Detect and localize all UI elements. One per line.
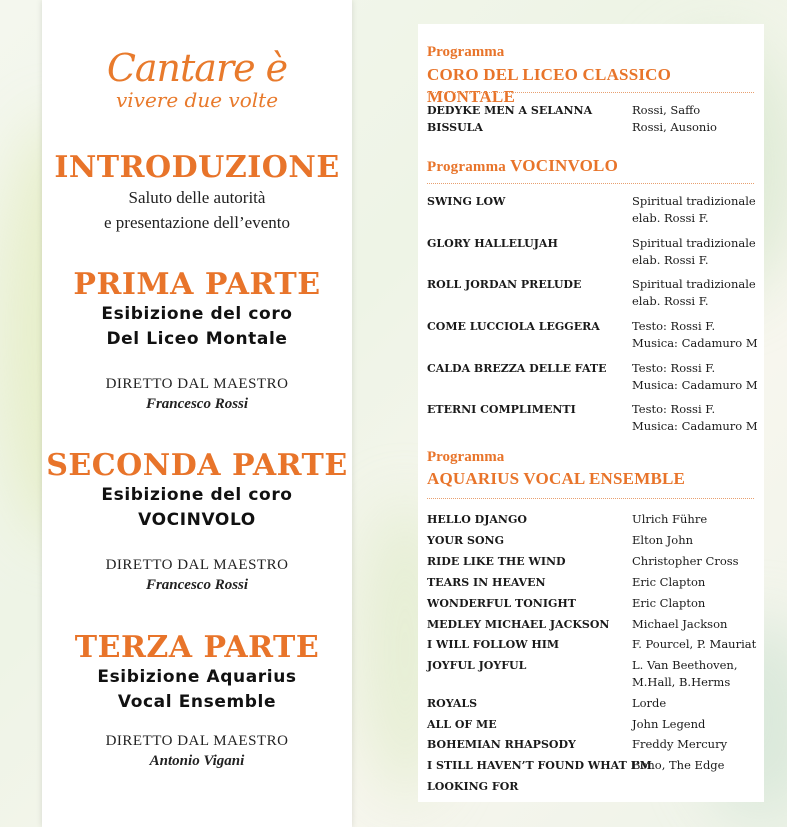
song-title: ALL OF ME bbox=[427, 718, 497, 731]
song-title: MEDLEY MICHAEL JACKSON bbox=[427, 618, 610, 631]
part3-section bbox=[42, 631, 352, 771]
song-author: F. Pourcel, P. Mauriat bbox=[632, 637, 757, 651]
song-title: COME LUCCIOLA LEGGERA bbox=[427, 320, 600, 333]
prog2-label: Programma bbox=[427, 159, 506, 175]
part1-line-2: Del Liceo Montale bbox=[106, 329, 288, 349]
song-author: Christopher Cross bbox=[632, 554, 739, 568]
part2-section bbox=[42, 449, 352, 595]
song-author: Freddy Mercury bbox=[632, 737, 728, 751]
part3-director-name: Antonio Vigani bbox=[149, 753, 245, 769]
song-title: BISSULA bbox=[427, 121, 483, 134]
program-panel bbox=[418, 24, 764, 802]
song-title: HELLO DJANGO bbox=[427, 513, 527, 526]
part1-director-label: DIRETTO DAL MAESTRO bbox=[105, 376, 289, 392]
event-title: Cantare è bbox=[106, 46, 288, 90]
song-author: Eric Clapton bbox=[632, 596, 706, 610]
song-author: Rossi, Ausonio bbox=[632, 120, 717, 134]
part3-line-1: Esibizione Aquarius bbox=[97, 667, 297, 687]
prog3-divider bbox=[427, 498, 754, 499]
song-title: I WILL FOLLOW HIM bbox=[427, 638, 560, 651]
event-subtitle: vivere due volte bbox=[115, 88, 279, 112]
part3-heading: TERZA PARTE bbox=[74, 630, 320, 665]
left-panel bbox=[42, 0, 352, 827]
song-title: TEARS IN HEAVEN bbox=[427, 576, 546, 589]
part1-section bbox=[42, 268, 352, 414]
intro-heading: INTRODUZIONE bbox=[54, 150, 340, 185]
song-title: ROYALS bbox=[427, 697, 478, 710]
song-title: JOYFUL JOYFUL bbox=[427, 659, 527, 672]
prog2-name: VOCINVOLO bbox=[510, 156, 619, 175]
song-author: Eric Clapton bbox=[632, 575, 706, 589]
song-title: GLORY HALLELUJAH bbox=[427, 237, 558, 250]
song-author: Spiritual tradizionale elab. Rossi F. bbox=[632, 236, 756, 267]
prog1-label: Programma bbox=[427, 44, 505, 60]
song-title: I STILL HAVEN’T FOUND WHAT I’M bbox=[427, 759, 652, 772]
song-author: Testo: Rossi F. Musica: Cadamuro M bbox=[632, 402, 758, 433]
song-author: L. Van Beethoven, M.Hall, B.Herms bbox=[632, 658, 738, 689]
song-author: Testo: Rossi F. Musica: Cadamuro M bbox=[632, 361, 758, 392]
song-title: ETERNI COMPLIMENTI bbox=[427, 403, 576, 416]
intro-section bbox=[42, 151, 352, 235]
intro-line-1: Saluto delle autorità bbox=[128, 188, 266, 207]
song-author: Lorde bbox=[632, 696, 667, 710]
part3-director-label: DIRETTO DAL MAESTRO bbox=[105, 733, 289, 749]
song-author: Testo: Rossi F. Musica: Cadamuro M bbox=[632, 319, 758, 350]
song-title: RIDE LIKE THE WIND bbox=[427, 555, 566, 568]
song-title: DEDYKE MEN A SELANNA bbox=[427, 104, 593, 117]
part1-director-name: Francesco Rossi bbox=[145, 396, 249, 412]
song-title: ROLL JORDAN PRELUDE bbox=[427, 278, 582, 291]
song-title: YOUR SONG bbox=[427, 534, 504, 547]
prog1-name: CORO DEL LICEO CLASSICO MONTALE bbox=[427, 65, 672, 106]
part2-line-2: VOCINVOLO bbox=[138, 510, 256, 530]
song-author: Spiritual tradizionale elab. Rossi F. bbox=[632, 277, 756, 308]
part2-director-name: Francesco Rossi bbox=[145, 577, 249, 593]
part2-line-1: Esibizione del coro bbox=[101, 485, 293, 505]
song-author: Rossi, Saffo bbox=[632, 103, 701, 117]
part1-heading: PRIMA PARTE bbox=[73, 267, 321, 302]
prog1-divider bbox=[427, 92, 754, 93]
song-author: Spiritual tradizionale elab. Rossi F. bbox=[632, 194, 756, 225]
prog2-divider bbox=[427, 183, 754, 184]
song-author: Ulrich Führe bbox=[632, 512, 708, 526]
prog2-heading bbox=[427, 155, 754, 178]
song-title: CALDA BREZZA DELLE FATE bbox=[427, 362, 607, 375]
intro-line-2: e presentazione dell’evento bbox=[104, 213, 290, 232]
song-author: Bono, The Edge bbox=[632, 758, 725, 772]
song-title: WONDERFUL TONIGHT bbox=[427, 597, 576, 610]
song-author: John Legend bbox=[632, 717, 706, 731]
song-title: SWING LOW bbox=[427, 195, 506, 208]
part2-director-label: DIRETTO DAL MAESTRO bbox=[105, 557, 289, 573]
song-author: Michael Jackson bbox=[632, 617, 728, 631]
part3-line-2: Vocal Ensemble bbox=[117, 692, 277, 712]
song-title: LOOKING FOR bbox=[427, 780, 519, 793]
part1-line-1: Esibizione del coro bbox=[101, 304, 293, 324]
part2-heading: SECONDA PARTE bbox=[46, 448, 348, 483]
song-author: Elton John bbox=[632, 533, 694, 547]
prog3-name: AQUARIUS VOCAL ENSEMBLE bbox=[427, 469, 686, 488]
prog3-label: Programma bbox=[427, 449, 505, 465]
song-title: BOHEMIAN RHAPSODY bbox=[427, 738, 576, 751]
